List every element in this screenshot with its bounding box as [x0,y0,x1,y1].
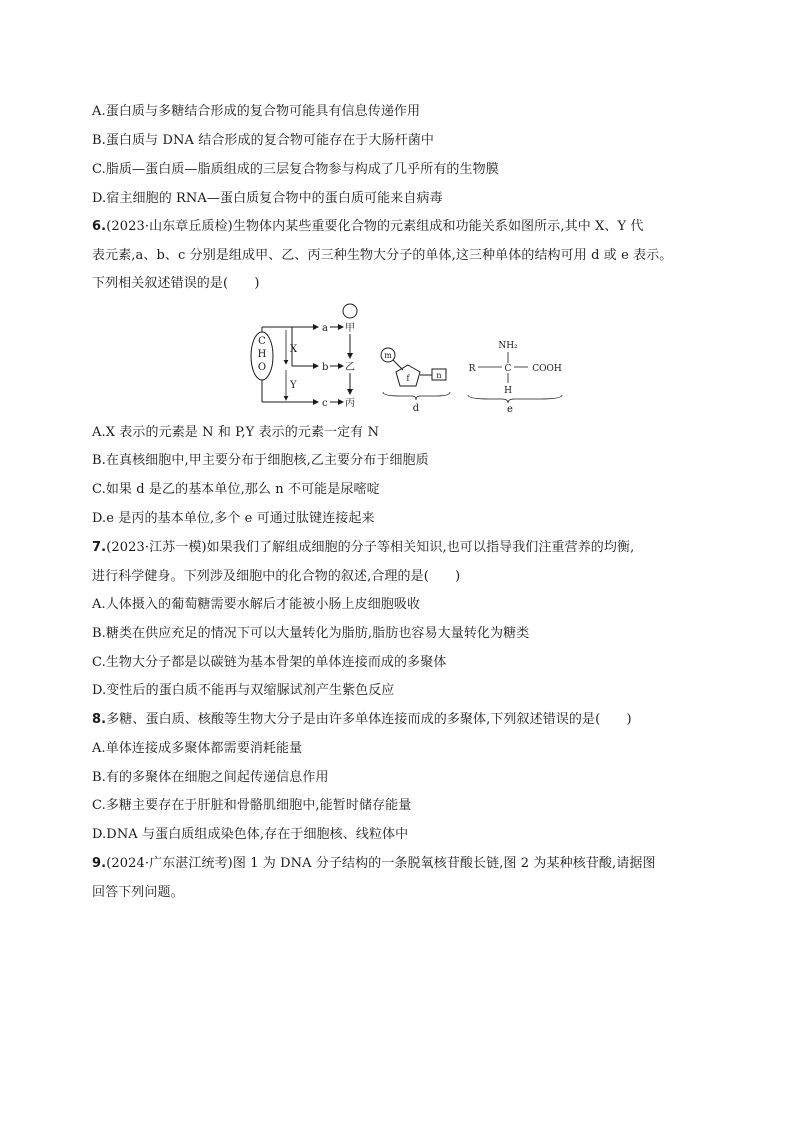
d-brace [383,392,450,400]
q5-option-b: B.蛋白质与 DNA 结合形成的复合物可能存在于大肠杆菌中 [92,133,435,148]
q7-option-c: C.生物大分子都是以碳链为基本骨架的单体连接而成的多聚体 [92,655,447,670]
monomer-c: c [322,398,328,409]
q5-option-c: C.脂质—蛋白质—脂质组成的三层复合物参与构成了几乎所有的生物膜 [92,162,499,177]
q6-option-d: D.e 是丙的基本单位,多个 e 可通过肽键连接起来 [92,511,375,526]
part-n: n [436,371,442,380]
part-f: f [406,374,410,383]
part-m: m [384,351,392,360]
e-brace [468,395,562,403]
q9-stem-text1: 图 1 为 DNA 分子结构的一条脱氧核苷酸长链,图 2 为某种核苷酸,请据图 [232,856,656,871]
q6-source: (2023·山东章丘质检) [106,219,233,234]
q6-stem-line3: 下列相关叙述错误的是( ) [92,276,260,291]
q9-source: (2024·广东湛江统考) [106,856,233,871]
label-e: e [507,404,513,415]
e-cooh: COOH [532,364,562,374]
q8-stem-line1 [92,712,632,728]
q9-stem-line2: 回答下列问题。 [92,885,184,900]
macro-bing: 丙 [345,398,355,409]
q9-number: 9. [92,856,107,871]
q7-source: (2023·江苏一模) [106,540,207,555]
e-nh2: NH₂ [498,341,518,351]
q8-option-a: A.单体连接成多聚体都需要消耗能量 [92,741,303,756]
macro-yi: 乙 [345,362,355,373]
macro-jia: 甲 [345,323,355,334]
q8-number: 8. [92,712,107,727]
q7-option-a: A.人体摄入的葡萄糖需要水解后才能被小肠上皮细胞吸收 [92,597,421,612]
label-d: d [412,403,420,414]
element-o: O [257,362,267,373]
monomer-b: b [322,362,329,373]
y-label: Y [290,380,297,391]
q8-option-b: B.有的多聚体在细胞之间起传递信息作用 [92,770,329,785]
q8-option-c: C.多糖主要存在于肝脏和骨骼肌细胞中,能暂时储存能量 [92,798,412,813]
q8-option-d: D.DNA 与蛋白质组成染色体,存在于细胞核、线粒体中 [92,827,409,842]
q8-stem-text1: 多糖、蛋白质、核酸等生物大分子是由许多单体连接而成的多聚体,下列叙述错误的是( ) [106,712,632,727]
monomer-a: a [322,323,328,334]
q7-option-b: B.糖类在供应充足的情况下可以大量转化为脂肪,脂肪也容易大量转化为糖类 [92,626,530,641]
q6-stem-line2: 表元素,a、b、c 分别是组成甲、乙、丙三种生物大分子的单体,这三种单体的结构可用 d 或 e 表示。 [92,248,673,263]
q7-stem-text1: 如果我们了解组成细胞的分子等相关知识,也可以指导我们注重营养的均衡, [206,540,635,555]
q6-stem-line1 [92,219,644,235]
e-h: H [504,386,512,396]
q6-option-c: C.如果 d 是乙的基本单位,那么 n 不可能是尿嘧啶 [92,482,380,497]
q7-stem-line2: 进行科学健身。下列涉及细胞中的化合物的叙述,合理的是( ) [92,569,461,584]
q6-option-a: A.X 表示的元素是 N 和 P,Y 表示的元素一定有 N [92,425,380,440]
q5-option-a: A.蛋白质与多糖结合形成的复合物可能具有信息传递作用 [92,104,421,119]
q6-number: 6. [92,219,107,234]
e-r: R [468,364,476,374]
element-c: C [258,336,266,347]
q9-stem-line1 [92,856,656,872]
q7-number: 7. [92,540,107,555]
x-label: X [290,344,298,355]
e-c: C [504,364,512,374]
q6-stem-text1: 生物体内某些重要化合物的元素组成和功能关系如图所示,其中 X、Y 代 [232,219,644,234]
element-h: H [257,349,267,360]
q6-option-b: B.在真核细胞中,甲主要分布于细胞核,乙主要分布于细胞质 [92,453,429,468]
q5-option-d: D.宿主细胞的 RNA—蛋白质复合物中的蛋白质可能来自病毒 [92,191,443,206]
q6-diagram [240,300,570,415]
self-replication-loop [343,304,357,318]
q7-stem-line1 [92,540,634,556]
q6-figure [240,300,570,415]
q7-option-d: D.变性后的蛋白质不能再与双缩脲试剂产生紫色反应 [92,683,395,698]
